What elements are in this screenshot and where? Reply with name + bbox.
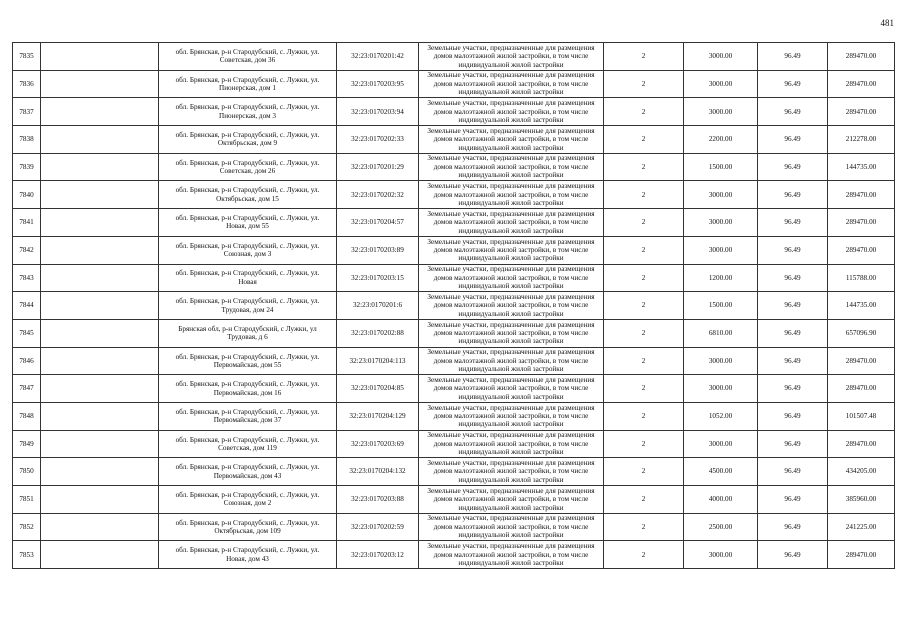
cadastral-number-cell: 32:23:0170203:15 [337, 264, 419, 292]
address-cell [159, 153, 337, 181]
use-line: индивидуальной жилой застройки [458, 475, 564, 484]
address-cell [159, 126, 337, 154]
cadastral-value-cell: 289470.00 [828, 347, 895, 375]
cadastral-number-cell: 32:23:0170204:129 [337, 402, 419, 430]
category-cell: 2 [604, 513, 684, 541]
address-cell [159, 264, 337, 292]
address-cell [159, 236, 337, 264]
blank-cell [41, 153, 159, 181]
area-cell: 3000.00 [684, 43, 758, 71]
category-cell: 2 [604, 319, 684, 347]
table-row [13, 541, 895, 569]
category-cell: 2 [604, 347, 684, 375]
row-number-cell: 7845 [13, 319, 41, 347]
address-line: обл. Брянская, р-н Стародубский, с. Лужки, ул. [175, 380, 320, 389]
address-line: Пионерская, дом 3 [219, 111, 276, 120]
table-row [13, 458, 895, 486]
address-cell [159, 319, 337, 347]
permitted-use-cell [419, 98, 604, 126]
blank-cell [41, 70, 159, 98]
area-cell: 6810.00 [684, 319, 758, 347]
use-line: домов малоэтажной жилой застройки, в том числе [433, 79, 589, 88]
address-line: обл. Брянская, р-н Стародубский, с. Лужки, ул. [175, 103, 320, 112]
category-cell: 2 [604, 541, 684, 569]
category-cell: 2 [604, 430, 684, 458]
address-line: Октябрьская, дом 15 [216, 194, 279, 203]
address-cell [159, 430, 337, 458]
category-cell: 2 [604, 236, 684, 264]
cadastral-number-cell: 32:23:0170203:88 [337, 486, 419, 514]
use-line: Земельные участки, предназначенные для размещения [427, 71, 595, 80]
blank-cell [41, 430, 159, 458]
permitted-use-cell [419, 264, 604, 292]
use-line: домов малоэтажной жилой застройки, в том числе [433, 107, 589, 116]
address-line: Союзная, дом 3 [223, 250, 272, 259]
permitted-use-cell [419, 236, 604, 264]
cadastral-number-cell: 32:23:0170203:89 [337, 236, 419, 264]
cadastral-value-cell: 144735.00 [828, 292, 895, 320]
row-number-cell: 7843 [13, 264, 41, 292]
area-cell: 2500.00 [684, 513, 758, 541]
table-row [13, 209, 895, 237]
use-line: индивидуальной жилой застройки [458, 420, 564, 429]
area-cell: 4500.00 [684, 458, 758, 486]
rate-cell: 96.49 [758, 126, 828, 154]
address-line: Октябрьская, дом 9 [217, 139, 278, 148]
use-line: Земельные участки, предназначенные для размещения [427, 99, 595, 108]
area-cell: 3000.00 [684, 181, 758, 209]
rate-cell: 96.49 [758, 513, 828, 541]
address-line: Первомайская, дом 16 [213, 388, 282, 397]
use-line: домов малоэтажной жилой застройки, в том числе [433, 273, 589, 282]
address-line: Первомайская, дом 55 [213, 360, 282, 369]
blank-cell [41, 264, 159, 292]
address-cell [159, 541, 337, 569]
cadastral-number-cell: 32:23:0170201:6 [337, 292, 419, 320]
use-line: индивидуальной жилой застройки [458, 254, 564, 263]
area-cell: 1500.00 [684, 292, 758, 320]
blank-cell [41, 319, 159, 347]
address-cell [159, 486, 337, 514]
table-row [13, 153, 895, 181]
cadastral-number-cell: 32:23:0170204:57 [337, 209, 419, 237]
use-line: индивидуальной жилой застройки [458, 503, 564, 512]
use-line: индивидуальной жилой застройки [458, 88, 564, 97]
row-number-cell: 7838 [13, 126, 41, 154]
use-line: домов малоэтажной жилой застройки, в том числе [433, 550, 589, 559]
use-line: индивидуальной жилой застройки [458, 337, 564, 346]
rate-cell: 96.49 [758, 292, 828, 320]
address-cell [159, 70, 337, 98]
row-number-cell: 7852 [13, 513, 41, 541]
cadastral-number-cell: 32:23:0170201:42 [337, 43, 419, 71]
cadastral-value-cell: 289470.00 [828, 98, 895, 126]
use-line: домов малоэтажной жилой застройки, в том числе [433, 245, 589, 254]
table-row [13, 292, 895, 320]
table-row [13, 319, 895, 347]
address-cell [159, 513, 337, 541]
category-cell: 2 [604, 126, 684, 154]
address-line: Новая, дом 43 [226, 554, 269, 563]
row-number-cell: 7837 [13, 98, 41, 126]
blank-cell [41, 458, 159, 486]
use-line: Земельные участки, предназначенные для размещения [427, 126, 595, 135]
address-line: Первомайская, дом 43 [213, 471, 282, 480]
cadastral-value-cell: 434205.00 [828, 458, 895, 486]
permitted-use-cell [419, 292, 604, 320]
table-row [13, 43, 895, 71]
permitted-use-cell [419, 375, 604, 403]
area-cell: 3000.00 [684, 430, 758, 458]
use-line: индивидуальной жилой застройки [458, 115, 564, 124]
rate-cell: 96.49 [758, 98, 828, 126]
blank-cell [41, 209, 159, 237]
row-number-cell: 7850 [13, 458, 41, 486]
use-line: Земельные участки, предназначенные для размещения [427, 43, 595, 52]
address-line: обл. Брянская, р-н Стародубский, с. Лужки, ул. [175, 352, 320, 361]
rate-cell: 96.49 [758, 347, 828, 375]
address-cell [159, 458, 337, 486]
permitted-use-cell [419, 486, 604, 514]
cadastral-number-cell: 32:23:0170203:94 [337, 98, 419, 126]
cadastral-number-cell: 32:23:0170204:132 [337, 458, 419, 486]
rate-cell: 96.49 [758, 375, 828, 403]
address-line: обл. Брянская, р-н Стародубский, с. Лужки, ул. [175, 241, 320, 250]
use-line: Земельные участки, предназначенные для размещения [427, 486, 595, 495]
permitted-use-cell [419, 347, 604, 375]
use-line: домов малоэтажной жилой застройки, в том числе [433, 218, 589, 227]
rate-cell: 96.49 [758, 486, 828, 514]
row-number-cell: 7849 [13, 430, 41, 458]
use-line: домов малоэтажной жилой застройки, в том числе [433, 162, 589, 171]
cadastral-value-cell: 657096.90 [828, 319, 895, 347]
address-line: обл. Брянская, р-н Стародубский, с. Лужки, ул. [175, 131, 320, 139]
cadastral-value-cell: 144735.00 [828, 153, 895, 181]
address-line: обл. Брянская, р-н Стародубский, с. Лужки, ул. [175, 518, 320, 527]
use-line: индивидуальной жилой застройки [458, 531, 564, 540]
row-number-cell: 7844 [13, 292, 41, 320]
rate-cell: 96.49 [758, 209, 828, 237]
rate-cell: 96.49 [758, 236, 828, 264]
table-row [13, 70, 895, 98]
address-cell [159, 292, 337, 320]
address-cell [159, 209, 337, 237]
address-line: Новая [238, 277, 257, 286]
table-row [13, 486, 895, 514]
address-cell [159, 375, 337, 403]
cadastral-value-cell: 115788.00 [828, 264, 895, 292]
address-line: Советская, дом 36 [219, 56, 276, 65]
use-line: домов малоэтажной жилой застройки, в том числе [433, 52, 589, 61]
area-cell: 3000.00 [684, 541, 758, 569]
row-number-cell: 7835 [13, 43, 41, 71]
rate-cell: 96.49 [758, 541, 828, 569]
table-row [13, 181, 895, 209]
area-cell: 3000.00 [684, 209, 758, 237]
use-line: индивидуальной жилой застройки [458, 309, 564, 318]
cadastral-number-cell: 32:23:0170203:12 [337, 541, 419, 569]
area-cell: 3000.00 [684, 347, 758, 375]
area-cell: 4000.00 [684, 486, 758, 514]
rate-cell: 96.49 [758, 181, 828, 209]
blank-cell [41, 292, 159, 320]
cadastral-number-cell: 32:23:0170202:32 [337, 181, 419, 209]
row-number-cell: 7847 [13, 375, 41, 403]
address-cell [159, 347, 337, 375]
permitted-use-cell [419, 430, 604, 458]
permitted-use-cell [419, 153, 604, 181]
cadastral-number-cell: 32:23:0170204:85 [337, 375, 419, 403]
blank-cell [41, 513, 159, 541]
address-line: Советская, дом 119 [218, 443, 277, 452]
use-line: Земельные участки, предназначенные для размещения [427, 514, 595, 523]
table-row [13, 236, 895, 264]
use-line: Земельные участки, предназначенные для размещения [427, 265, 595, 274]
address-line: Советская, дом 26 [219, 167, 276, 176]
category-cell: 2 [604, 375, 684, 403]
permitted-use-cell [419, 513, 604, 541]
address-line: Союзная, дом 2 [223, 499, 272, 508]
blank-cell [41, 541, 159, 569]
address-cell [159, 181, 337, 209]
table-row [13, 126, 895, 154]
address-line: обл. Брянская, р-н Стародубский, с. Лужки, ул. [175, 297, 320, 306]
cadastral-value-cell: 289470.00 [828, 181, 895, 209]
use-line: домов малоэтажной жилой застройки, в том числе [433, 522, 589, 531]
permitted-use-cell [419, 43, 604, 71]
cadastral-value-cell: 289470.00 [828, 70, 895, 98]
permitted-use-cell [419, 402, 604, 430]
cadastral-value-cell: 241225.00 [828, 513, 895, 541]
rate-cell: 96.49 [758, 430, 828, 458]
use-line: индивидуальной жилой застройки [458, 282, 564, 291]
address-line: обл. Брянская, р-н Стародубский, с. Лужки, ул. [175, 546, 320, 555]
table-row [13, 98, 895, 126]
cadastral-value-cell: 289470.00 [828, 236, 895, 264]
category-cell: 2 [604, 98, 684, 126]
cadastral-number-cell: 32:23:0170202:88 [337, 319, 419, 347]
address-cell [159, 43, 337, 71]
permitted-use-cell [419, 70, 604, 98]
category-cell: 2 [604, 209, 684, 237]
use-line: Земельные участки, предназначенные для размещения [427, 375, 595, 384]
use-line: Земельные участки, предназначенные для размещения [427, 237, 595, 246]
category-cell: 2 [604, 70, 684, 98]
row-number-cell: 7841 [13, 209, 41, 237]
rate-cell: 96.49 [758, 319, 828, 347]
address-line: Новая, дом 55 [226, 222, 269, 231]
blank-cell [41, 375, 159, 403]
cadastral-value-cell: 289470.00 [828, 209, 895, 237]
cadastral-value-cell: 212278.00 [828, 126, 895, 154]
address-line: Октябрьская, дом 109 [214, 527, 281, 536]
land-plot-table [12, 42, 895, 569]
area-cell: 2200.00 [684, 126, 758, 154]
cadastral-number-cell: 32:23:0170202:33 [337, 126, 419, 154]
cadastral-number-cell: 32:23:0170202:59 [337, 513, 419, 541]
address-line: обл. Брянская, р-н Стародубский, с. Лужки, ул. [175, 214, 320, 223]
page-number: 481 [880, 18, 894, 28]
use-line: домов малоэтажной жилой застройки, в том числе [433, 329, 589, 338]
row-number-cell: 7842 [13, 236, 41, 264]
address-line: Пионерская, дом 1 [219, 84, 276, 93]
address-line: Первомайская, дом 37 [213, 416, 282, 425]
rate-cell: 96.49 [758, 70, 828, 98]
use-line: Земельные участки, предназначенные для размещения [427, 209, 595, 218]
address-line: обл. Брянская, р-н Стародубский, с. Лужки, ул. [175, 75, 320, 84]
cadastral-value-cell: 289470.00 [828, 430, 895, 458]
category-cell: 2 [604, 292, 684, 320]
use-line: индивидуальной жилой застройки [458, 198, 564, 207]
permitted-use-cell [419, 126, 604, 154]
table-row [13, 375, 895, 403]
use-line: домов малоэтажной жилой застройки, в том числе [433, 439, 589, 448]
cadastral-number-cell: 32:23:0170203:95 [337, 70, 419, 98]
use-line: Земельные участки, предназначенные для размещения [427, 459, 595, 468]
rate-cell: 96.49 [758, 264, 828, 292]
permitted-use-cell [419, 181, 604, 209]
blank-cell [41, 236, 159, 264]
address-line: обл. Брянская, р-н Стародубский, с. Лужки, ул. [175, 158, 320, 167]
use-line: домов малоэтажной жилой застройки, в том числе [433, 467, 589, 476]
rate-cell: 96.49 [758, 458, 828, 486]
use-line: индивидуальной жилой застройки [458, 226, 564, 235]
category-cell: 2 [604, 181, 684, 209]
row-number-cell: 7840 [13, 181, 41, 209]
address-line: обл. Брянская, р-н Стародубский, с. Лужки, ул. [175, 269, 320, 278]
permitted-use-cell [419, 319, 604, 347]
blank-cell [41, 486, 159, 514]
table-row [13, 513, 895, 541]
use-line: домов малоэтажной жилой застройки, в том числе [433, 412, 589, 421]
use-line: индивидуальной жилой застройки [458, 558, 564, 567]
blank-cell [41, 126, 159, 154]
cadastral-value-cell: 289470.00 [828, 541, 895, 569]
use-line: домов малоэтажной жилой застройки, в том числе [433, 495, 589, 504]
row-number-cell: 7848 [13, 402, 41, 430]
row-number-cell: 7839 [13, 153, 41, 181]
cadastral-value-cell: 289470.00 [828, 43, 895, 71]
use-line: индивидуальной жилой застройки [458, 448, 564, 457]
category-cell: 2 [604, 153, 684, 181]
area-cell: 3000.00 [684, 236, 758, 264]
use-line: Земельные участки, предназначенные для размещения [427, 320, 595, 329]
category-cell: 2 [604, 486, 684, 514]
use-line: Земельные участки, предназначенные для размещения [427, 348, 595, 357]
use-line: Земельные участки, предназначенные для размещения [427, 403, 595, 412]
area-cell: 1200.00 [684, 264, 758, 292]
use-line: Земельные участки, предназначенные для размещения [427, 292, 595, 301]
category-cell: 2 [604, 264, 684, 292]
cadastral-value-cell: 385960.00 [828, 486, 895, 514]
use-line: Земельные участки, предназначенные для размещения [427, 182, 595, 191]
use-line: индивидуальной жилой застройки [458, 365, 564, 374]
table-row [13, 430, 895, 458]
rate-cell: 96.49 [758, 402, 828, 430]
area-cell: 1052.00 [684, 402, 758, 430]
cadastral-number-cell: 32:23:0170203:69 [337, 430, 419, 458]
area-cell: 3000.00 [684, 375, 758, 403]
table-row [13, 347, 895, 375]
address-line: обл. Брянская, р-н Стародубский, с. Лужки, ул. [175, 490, 320, 499]
address-line: Трудовая, д 6 [227, 333, 268, 342]
address-line: обл. Брянская, р-н Стародубский, с. Лужки, ул. [175, 47, 320, 56]
use-line: домов малоэтажной жилой застройки, в том числе [433, 301, 589, 310]
address-cell [159, 98, 337, 126]
address-line: обл. Брянская, р-н Стародубский, с. Лужки, ул. [175, 186, 320, 195]
address-line: обл. Брянская, р-н Стародубский, с. Лужки, ул. [175, 463, 320, 472]
address-line: Брянская обл, р-н Стародубский, с Лужки, ул [178, 324, 317, 333]
table-body [13, 43, 895, 569]
cadastral-value-cell: 101507.48 [828, 402, 895, 430]
use-line: индивидуальной жилой застройки [458, 171, 564, 180]
row-number-cell: 7846 [13, 347, 41, 375]
address-line: Трудовая, дом 24 [221, 305, 274, 314]
use-line: Земельные участки, предназначенные для размещения [427, 154, 595, 163]
area-cell: 3000.00 [684, 98, 758, 126]
address-cell [159, 402, 337, 430]
address-line: обл. Брянская, р-н Стародубский, с. Лужки, ул. [175, 407, 320, 416]
category-cell: 2 [604, 43, 684, 71]
blank-cell [41, 98, 159, 126]
use-line: Земельные участки, предназначенные для размещения [427, 431, 595, 440]
rate-cell: 96.49 [758, 43, 828, 71]
cadastral-value-cell: 289470.00 [828, 375, 895, 403]
row-number-cell: 7853 [13, 541, 41, 569]
table-row [13, 264, 895, 292]
use-line: индивидуальной жилой застройки [458, 60, 564, 69]
cadastral-number-cell: 32:23:0170201:29 [337, 153, 419, 181]
address-line: обл. Брянская, р-н Стародубский, с. Лужки, ул. [175, 435, 320, 444]
row-number-cell: 7836 [13, 70, 41, 98]
rate-cell: 96.49 [758, 153, 828, 181]
permitted-use-cell [419, 458, 604, 486]
category-cell: 2 [604, 458, 684, 486]
area-cell: 3000.00 [684, 70, 758, 98]
use-line: индивидуальной жилой застройки [458, 392, 564, 401]
permitted-use-cell [419, 541, 604, 569]
permitted-use-cell [419, 209, 604, 237]
use-line: домов малоэтажной жилой застройки, в том числе [433, 356, 589, 365]
area-cell: 1500.00 [684, 153, 758, 181]
use-line: домов малоэтажной жилой застройки, в том числе [433, 190, 589, 199]
blank-cell [41, 402, 159, 430]
cadastral-number-cell: 32:23:0170204:113 [337, 347, 419, 375]
use-line: Земельные участки, предназначенные для размещения [427, 542, 595, 551]
use-line: домов малоэтажной жилой застройки, в том числе [433, 384, 589, 393]
use-line: индивидуальной жилой застройки [458, 143, 564, 152]
blank-cell [41, 43, 159, 71]
use-line: домов малоэтажной жилой застройки, в том числе [433, 135, 589, 144]
blank-cell [41, 181, 159, 209]
blank-cell [41, 347, 159, 375]
table-row [13, 402, 895, 430]
category-cell: 2 [604, 402, 684, 430]
row-number-cell: 7851 [13, 486, 41, 514]
